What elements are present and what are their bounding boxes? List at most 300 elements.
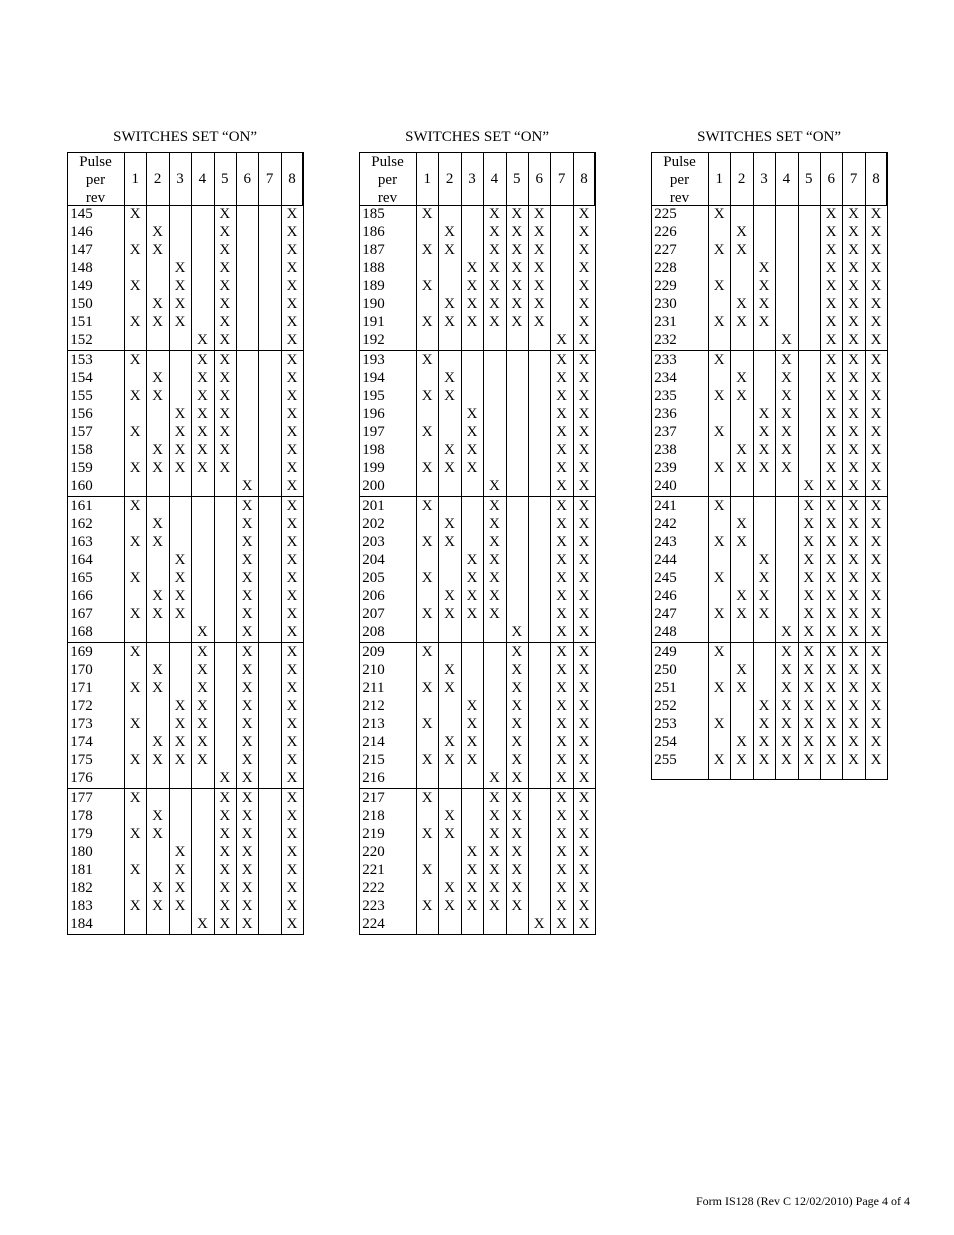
switch-on-mark: X (286, 534, 298, 550)
pulse-value: 215 (362, 752, 385, 768)
pulse-value: 181 (70, 862, 93, 878)
pulse-value: 248 (654, 624, 677, 640)
pulse-value: 214 (362, 734, 385, 750)
switch-on-mark: X (556, 862, 567, 878)
switch-on-mark: X (444, 752, 455, 768)
switch-on-mark: X (174, 862, 186, 878)
column-divider (775, 152, 776, 780)
switch-on-mark: X (421, 606, 433, 622)
switch-on-mark: X (174, 442, 186, 458)
pulse-value: 249 (654, 644, 677, 660)
switch-header-8: 8 (288, 171, 296, 187)
switch-on-mark: X (533, 224, 545, 240)
switch-on-mark: X (196, 332, 208, 348)
switch-on-mark: X (129, 424, 141, 440)
switch-on-mark: X (870, 352, 882, 368)
switch-on-mark: X (848, 716, 859, 732)
switch-on-mark: X (466, 606, 478, 622)
switch-on-mark: X (556, 716, 567, 732)
pulse-value: 152 (70, 332, 93, 348)
pulse-value: 183 (70, 898, 93, 914)
switch-header-2: 2 (153, 171, 162, 187)
switch-on-mark: X (286, 478, 298, 494)
table-bottom-border (651, 779, 887, 780)
switch-on-mark: X (286, 406, 298, 422)
group-divider (651, 642, 887, 643)
pulse-value: 161 (70, 498, 93, 514)
switch-header-7: 7 (557, 171, 566, 187)
switch-on-mark: X (129, 388, 141, 404)
switch-on-mark: X (129, 570, 141, 586)
switch-on-mark: X (825, 624, 837, 640)
switch-on-mark: X (825, 516, 837, 532)
switch-on-mark: X (219, 460, 231, 476)
switch-on-mark: X (556, 662, 567, 678)
switch-on-mark: X (556, 844, 567, 860)
switch-on-mark: X (152, 534, 163, 550)
switch-on-mark: X (780, 406, 792, 422)
switch-on-mark: X (533, 314, 545, 330)
pulse-value: 185 (362, 206, 385, 222)
switch-on-mark: X (556, 734, 567, 750)
switch-on-mark: X (758, 698, 770, 714)
group-divider (359, 642, 595, 643)
switch-on-mark: X (241, 534, 253, 550)
pulse-value: 162 (70, 516, 93, 532)
pulse-value: 182 (70, 880, 93, 896)
switch-header-5: 5 (221, 171, 229, 187)
switch-on-mark: X (444, 242, 455, 258)
switch-on-mark: X (578, 332, 590, 348)
switch-on-mark: X (578, 770, 590, 786)
switch-on-mark: X (556, 516, 567, 532)
column-divider (236, 152, 237, 935)
switch-on-mark: X (511, 662, 523, 678)
pulse-value: 170 (70, 662, 93, 678)
switch-on-mark: X (736, 296, 747, 312)
pulse-value: 166 (70, 588, 93, 604)
switch-on-mark: X (578, 206, 590, 222)
switch-on-mark: X (466, 314, 478, 330)
switch-on-mark: X (286, 570, 298, 586)
pulse-value: 155 (70, 388, 93, 404)
switch-on-mark: X (780, 624, 792, 640)
switch-on-mark: X (825, 698, 837, 714)
switch-on-mark: X (825, 352, 837, 368)
switch-on-mark: X (219, 296, 231, 312)
switch-on-mark: X (848, 406, 859, 422)
switch-on-mark: X (825, 224, 837, 240)
switch-on-mark: X (803, 552, 815, 568)
switch-on-mark: X (444, 224, 455, 240)
pulse-value: 243 (654, 534, 677, 550)
column-divider (730, 152, 731, 780)
switch-on-mark: X (736, 314, 747, 330)
switch-on-mark: X (870, 406, 882, 422)
pulse-value: 173 (70, 716, 93, 732)
switch-on-mark: X (129, 314, 141, 330)
switch-on-mark: X (825, 206, 837, 222)
switch-on-mark: X (533, 916, 545, 932)
switch-on-mark: X (713, 498, 725, 514)
switch-on-mark: X (241, 498, 253, 514)
switch-on-mark: X (152, 880, 163, 896)
column-divider (258, 152, 259, 935)
switch-on-mark: X (848, 734, 859, 750)
switch-on-mark: X (758, 314, 770, 330)
switch-on-mark: X (219, 916, 231, 932)
switch-on-mark: X (870, 570, 882, 586)
switch-on-mark: X (758, 278, 770, 294)
switch-on-mark: X (758, 588, 770, 604)
switch-on-mark: X (825, 478, 837, 494)
switch-on-mark: X (578, 588, 590, 604)
switch-on-mark: X (219, 388, 231, 404)
pulse-value: 188 (362, 260, 385, 276)
switch-header-6: 6 (827, 171, 835, 187)
pulse-value: 163 (70, 534, 93, 550)
switch-on-mark: X (533, 260, 545, 276)
switch-on-mark: X (713, 570, 725, 586)
switch-on-mark: X (421, 424, 433, 440)
pulse-value: 237 (654, 424, 677, 440)
switch-on-mark: X (556, 588, 567, 604)
switch-on-mark: X (421, 826, 433, 842)
pulse-value: 206 (362, 588, 385, 604)
switch-on-mark: X (488, 296, 500, 312)
pulse-value: 233 (654, 352, 677, 368)
switch-on-mark: X (152, 662, 163, 678)
switch-on-mark: X (870, 314, 882, 330)
pulse-value: 148 (70, 260, 93, 276)
switch-on-mark: X (578, 442, 590, 458)
switch-on-mark: X (803, 478, 815, 494)
table-left-border (651, 152, 652, 780)
switch-header-6: 6 (535, 171, 543, 187)
switch-on-mark: X (870, 224, 882, 240)
switch-on-mark: X (825, 424, 837, 440)
switch-on-mark: X (466, 296, 478, 312)
switch-on-mark: X (578, 624, 590, 640)
switch-on-mark: X (286, 352, 298, 368)
switch-on-mark: X (129, 752, 141, 768)
switch-on-mark: X (556, 752, 567, 768)
switch-on-mark: X (578, 716, 590, 732)
switch-header-1: 1 (715, 171, 723, 187)
switch-on-mark: X (713, 314, 725, 330)
switch-on-mark: X (578, 370, 590, 386)
switch-on-mark: X (758, 552, 770, 568)
switch-on-mark: X (870, 478, 882, 494)
switch-on-mark: X (174, 406, 186, 422)
pulse-value: 238 (654, 442, 677, 458)
pulse-value: 227 (654, 242, 677, 258)
switch-on-mark: X (421, 716, 433, 732)
switch-on-mark: X (219, 790, 231, 806)
switch-on-mark: X (466, 570, 478, 586)
pulse-value: 234 (654, 370, 677, 386)
switch-on-mark: X (286, 278, 298, 294)
switch-on-mark: X (511, 242, 523, 258)
switch-on-mark: X (196, 442, 208, 458)
pulse-value: 219 (362, 826, 385, 842)
switch-on-mark: X (578, 606, 590, 622)
switch-on-mark: X (848, 680, 859, 696)
switch-on-mark: X (578, 388, 590, 404)
pulse-per-rev-header: Pulse per rev (371, 154, 404, 206)
switch-on-mark: X (803, 570, 815, 586)
switch-on-mark: X (578, 916, 590, 932)
switch-on-mark: X (870, 516, 882, 532)
switch-on-mark: X (488, 314, 500, 330)
switch-on-mark: X (870, 242, 882, 258)
switch-on-mark: X (488, 844, 500, 860)
switch-on-mark: X (578, 862, 590, 878)
switch-on-mark: X (578, 406, 590, 422)
switch-on-mark: X (511, 206, 523, 222)
pulse-value: 176 (70, 770, 93, 786)
switch-on-mark: X (219, 442, 231, 458)
pulse-value: 165 (70, 570, 93, 586)
column-divider (820, 152, 821, 780)
switch-on-mark: X (736, 388, 747, 404)
switch-on-mark: X (152, 224, 163, 240)
switch-on-mark: X (803, 516, 815, 532)
switch-on-mark: X (848, 260, 859, 276)
pulse-value: 235 (654, 388, 677, 404)
switch-on-mark: X (736, 442, 747, 458)
switch-on-mark: X (578, 478, 590, 494)
switch-on-mark: X (870, 260, 882, 276)
switch-on-mark: X (488, 260, 500, 276)
switch-on-mark: X (466, 752, 478, 768)
switch-on-mark: X (174, 460, 186, 476)
switch-on-mark: X (556, 352, 567, 368)
switch-on-mark: X (556, 826, 567, 842)
switch-on-mark: X (870, 370, 882, 386)
switch-on-mark: X (825, 388, 837, 404)
switch-on-mark: X (174, 752, 186, 768)
switch-on-mark: X (825, 662, 837, 678)
switch-on-mark: X (556, 790, 567, 806)
switch-on-mark: X (219, 370, 231, 386)
switch-on-mark: X (152, 370, 163, 386)
switch-on-mark: X (736, 752, 747, 768)
pulse-value: 168 (70, 624, 93, 640)
switch-on-mark: X (196, 460, 208, 476)
switch-on-mark: X (511, 880, 523, 896)
table-title: SWITCHES SET “ON” (113, 129, 258, 145)
pulse-value: 240 (654, 478, 677, 494)
pulse-value: 252 (654, 698, 677, 714)
switch-on-mark: X (870, 734, 882, 750)
switch-on-mark: X (533, 278, 545, 294)
switch-on-mark: X (488, 606, 500, 622)
switch-on-mark: X (196, 370, 208, 386)
switch-on-mark: X (780, 332, 792, 348)
switch-on-mark: X (174, 552, 186, 568)
switch-on-mark: X (286, 224, 298, 240)
pulse-value: 200 (362, 478, 385, 494)
switch-on-mark: X (556, 478, 567, 494)
pulse-value: 198 (362, 442, 385, 458)
pulse-value: 193 (362, 352, 385, 368)
switch-on-mark: X (511, 826, 523, 842)
switch-on-mark: X (511, 278, 523, 294)
switch-on-mark: X (129, 826, 141, 842)
switch-on-mark: X (713, 680, 725, 696)
column-divider (887, 152, 888, 780)
switch-on-mark: X (174, 844, 186, 860)
switch-on-mark: X (556, 606, 567, 622)
switch-on-mark: X (578, 534, 590, 550)
pulse-value: 202 (362, 516, 385, 532)
switch-on-mark: X (825, 644, 837, 660)
switch-on-mark: X (736, 734, 747, 750)
switch-on-mark: X (286, 826, 298, 842)
switch-on-mark: X (219, 278, 231, 294)
pulse-value: 226 (654, 224, 677, 240)
column-divider (303, 152, 304, 935)
column-divider (865, 152, 866, 780)
switch-on-mark: X (511, 644, 523, 660)
switch-on-mark: X (825, 716, 837, 732)
switch-on-mark: X (488, 278, 500, 294)
switch-on-mark: X (219, 862, 231, 878)
switch-on-mark: X (241, 826, 253, 842)
switch-on-mark: X (241, 734, 253, 750)
pulse-value: 212 (362, 698, 385, 714)
switch-on-mark: X (219, 424, 231, 440)
switch-on-mark: X (286, 734, 298, 750)
switch-on-mark: X (421, 862, 433, 878)
switch-on-mark: X (870, 624, 882, 640)
switch-on-mark: X (241, 790, 253, 806)
switch-on-mark: X (578, 644, 590, 660)
switch-on-mark: X (174, 880, 186, 896)
switch-on-mark: X (286, 844, 298, 860)
pulse-value: 255 (654, 752, 677, 768)
switch-on-mark: X (444, 898, 455, 914)
pulse-value: 230 (654, 296, 677, 312)
switch-on-mark: X (444, 534, 455, 550)
switch-on-mark: X (196, 916, 208, 932)
switch-on-mark: X (241, 478, 253, 494)
switch-on-mark: X (825, 552, 837, 568)
switch-on-mark: X (870, 644, 882, 660)
switch-on-mark: X (556, 552, 567, 568)
switch-on-mark: X (713, 278, 725, 294)
switch-on-mark: X (780, 388, 792, 404)
switch-on-mark: X (196, 624, 208, 640)
switch-header-6: 6 (243, 171, 251, 187)
switch-on-mark: X (848, 516, 859, 532)
column-divider (550, 152, 551, 935)
pulse-value: 220 (362, 844, 385, 860)
column-divider (528, 152, 529, 935)
switch-on-mark: X (848, 624, 859, 640)
switch-on-mark: X (286, 916, 298, 932)
switch-on-mark: X (736, 516, 747, 532)
pulse-value: 228 (654, 260, 677, 276)
switch-header-3: 3 (176, 171, 184, 187)
switch-on-mark: X (286, 588, 298, 604)
switch-on-mark: X (152, 314, 163, 330)
switch-on-mark: X (578, 898, 590, 914)
switch-on-mark: X (848, 314, 859, 330)
switch-on-mark: X (241, 698, 253, 714)
switch-on-mark: X (129, 862, 141, 878)
switch-on-mark: X (870, 498, 882, 514)
switch-on-mark: X (870, 552, 882, 568)
switch-on-mark: X (421, 206, 433, 222)
switch-on-mark: X (466, 862, 478, 878)
switch-on-mark: X (466, 278, 478, 294)
switch-on-mark: X (286, 516, 298, 532)
switch-on-mark: X (511, 808, 523, 824)
switch-on-mark: X (556, 916, 567, 932)
switch-on-mark: X (713, 424, 725, 440)
switch-on-mark: X (129, 206, 141, 222)
switch-on-mark: X (780, 370, 792, 386)
group-divider (67, 642, 303, 643)
switch-on-mark: X (152, 680, 163, 696)
switch-on-mark: X (758, 606, 770, 622)
switch-on-mark: X (713, 606, 725, 622)
switch-on-mark: X (196, 406, 208, 422)
pulse-value: 210 (362, 662, 385, 678)
switch-on-mark: X (286, 498, 298, 514)
switch-on-mark: X (556, 808, 567, 824)
switch-on-mark: X (780, 698, 792, 714)
switch-on-mark: X (870, 680, 882, 696)
switch-on-mark: X (870, 752, 882, 768)
pulse-value: 150 (70, 296, 93, 312)
switch-on-mark: X (848, 278, 859, 294)
switch-on-mark: X (825, 680, 837, 696)
switch-on-mark: X (129, 534, 141, 550)
switch-on-mark: X (488, 898, 500, 914)
pulse-value: 171 (70, 680, 93, 696)
switch-on-mark: X (444, 826, 455, 842)
pulse-value: 174 (70, 734, 93, 750)
switch-on-mark: X (713, 644, 725, 660)
pulse-value: 218 (362, 808, 385, 824)
switch-on-mark: X (241, 606, 253, 622)
pulse-value: 149 (70, 278, 93, 294)
switch-on-mark: X (241, 770, 253, 786)
switch-on-mark: X (736, 224, 747, 240)
switch-on-mark: X (848, 352, 859, 368)
switch-on-mark: X (444, 314, 455, 330)
switch-on-mark: X (758, 442, 770, 458)
switch-on-mark: X (488, 770, 500, 786)
switch-on-mark: X (578, 242, 590, 258)
switch-on-mark: X (286, 260, 298, 276)
switch-on-mark: X (825, 534, 837, 550)
switch-on-mark: X (556, 570, 567, 586)
switch-on-mark: X (196, 734, 208, 750)
switch-on-mark: X (444, 734, 455, 750)
switch-on-mark: X (488, 242, 500, 258)
switch-on-mark: X (736, 662, 747, 678)
column-divider (483, 152, 484, 935)
switch-on-mark: X (219, 826, 231, 842)
switch-on-mark: X (870, 206, 882, 222)
switch-on-mark: X (870, 424, 882, 440)
form-footer: Form IS128 (Rev C 12/02/2010) Page 4 of 4 (696, 1194, 910, 1208)
switch-on-mark: X (556, 624, 567, 640)
